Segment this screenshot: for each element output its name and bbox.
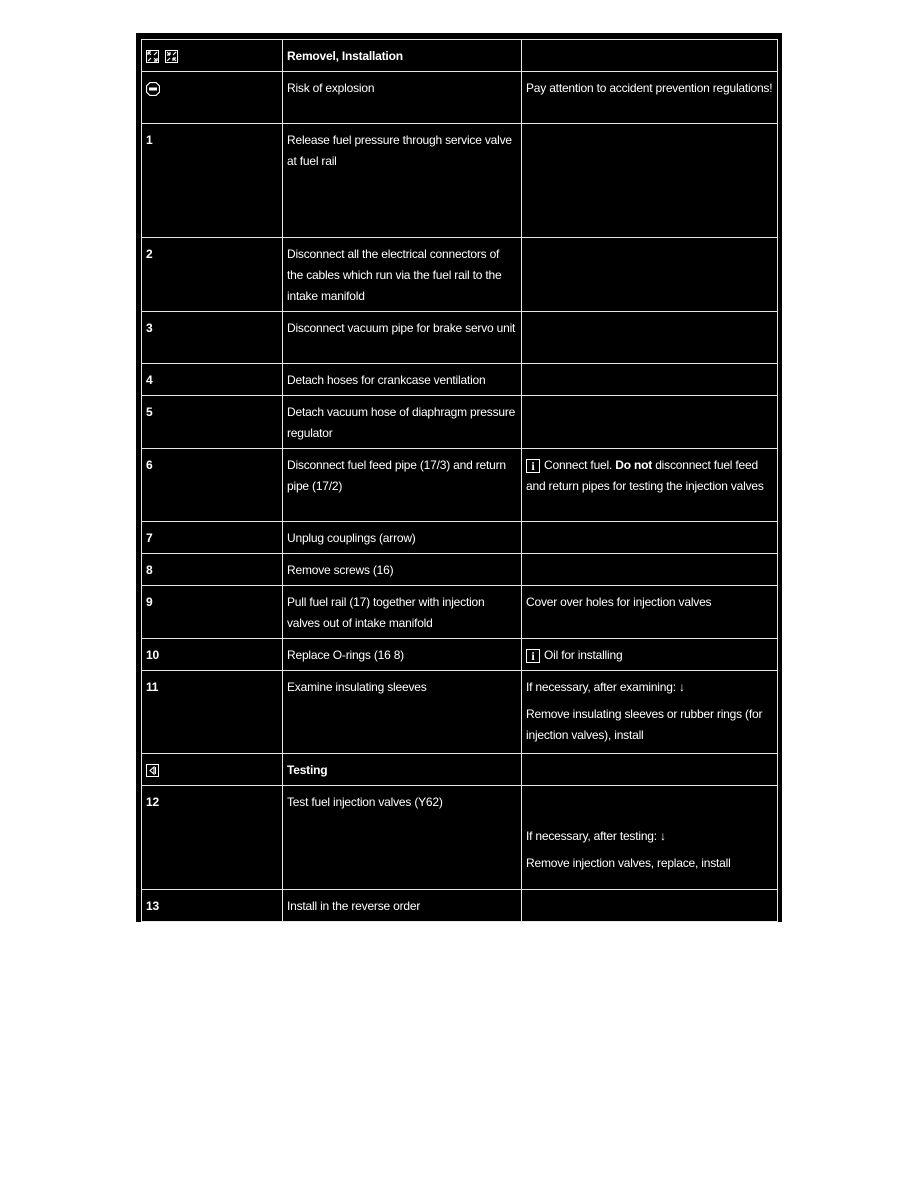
step-action: Replace O-rings (16 8) xyxy=(283,639,522,671)
table-row xyxy=(142,312,778,364)
step-note xyxy=(522,396,778,449)
warning-note: Pay attention to accident prevention regulations! xyxy=(522,72,778,124)
step-note xyxy=(522,554,778,586)
procedure-table xyxy=(141,39,778,922)
table-row xyxy=(142,586,778,639)
step-note xyxy=(522,364,778,396)
step-action: Test fuel injection valves (Y62) xyxy=(283,786,522,890)
step-note xyxy=(522,671,778,754)
step-note xyxy=(522,786,778,890)
testing-label: Testing xyxy=(283,754,522,786)
step-number: 10 xyxy=(142,639,283,671)
table-row xyxy=(142,124,778,238)
note-text: Remove insulating sleeves or rubber rings (for injection valves), install xyxy=(526,707,763,742)
step-note xyxy=(522,639,778,671)
step-number: 9 xyxy=(142,586,283,639)
note-emphasis: Do not xyxy=(615,458,653,472)
step-action: Install in the reverse order xyxy=(283,890,522,922)
step-action: Disconnect vacuum pipe for brake servo unit xyxy=(283,312,522,364)
table-row xyxy=(142,364,778,396)
info-icon: i xyxy=(526,459,540,473)
step-number: 3 xyxy=(142,312,283,364)
step-action: Disconnect all the electrical connectors of the cables which run via the fuel rail to the intake manifold xyxy=(283,238,522,312)
step-note: Cover over holes for injection valves xyxy=(522,586,778,639)
step-number: 13 xyxy=(142,890,283,922)
step-number: 5 xyxy=(142,396,283,449)
table-row xyxy=(142,522,778,554)
table-row xyxy=(142,449,778,522)
header-icons-cell xyxy=(142,40,283,72)
warning-row xyxy=(142,72,778,124)
step-note xyxy=(522,890,778,922)
step-number: 6 xyxy=(142,449,283,522)
testing-empty-cell xyxy=(522,754,778,786)
note-text: Connect fuel. xyxy=(544,458,613,472)
table-row xyxy=(142,238,778,312)
stop-icon xyxy=(146,82,160,96)
step-action: Unplug couplings (arrow) xyxy=(283,522,522,554)
warning-text: Risk of explosion xyxy=(283,72,522,124)
header-empty-cell xyxy=(522,40,778,72)
step-action: Release fuel pressure through service valve at fuel rail xyxy=(283,124,522,238)
step-note xyxy=(522,124,778,238)
note-condition: If necessary, after testing: ↓ xyxy=(526,829,666,843)
step-note xyxy=(522,312,778,364)
note-text: disconnect fuel feed and return pipes for testing the injection valves xyxy=(526,458,764,493)
step-number: 4 xyxy=(142,364,283,396)
step-note xyxy=(522,449,778,522)
step-action: Remove screws (16) xyxy=(283,554,522,586)
exploded-view-icon xyxy=(146,50,159,63)
info-icon: i xyxy=(526,649,540,663)
note-condition: If necessary, after examining: ↓ xyxy=(526,680,685,694)
step-action: Detach hoses for crankcase ventilation xyxy=(283,364,522,396)
header-row xyxy=(142,40,778,72)
header-title: Removel, Installation xyxy=(283,40,522,72)
step-number: 8 xyxy=(142,554,283,586)
exploded-view-icon xyxy=(165,50,178,63)
step-number: 11 xyxy=(142,671,283,754)
step-note xyxy=(522,238,778,312)
table-row xyxy=(142,396,778,449)
table-row xyxy=(142,639,778,671)
step-number: 2 xyxy=(142,238,283,312)
note-text: Remove injection valves, replace, install xyxy=(526,856,731,870)
step-number: 1 xyxy=(142,124,283,238)
step-note xyxy=(522,522,778,554)
warning-icon-cell xyxy=(142,72,283,124)
testing-icon-cell xyxy=(142,754,283,786)
table-row xyxy=(142,890,778,922)
table-row xyxy=(142,786,778,890)
step-action: Examine insulating sleeves xyxy=(283,671,522,754)
table-row xyxy=(142,554,778,586)
note-text: Oil for installing xyxy=(544,648,623,662)
table-row xyxy=(142,671,778,754)
testing-row xyxy=(142,754,778,786)
step-action: Pull fuel rail (17) together with injection valves out of intake manifold xyxy=(283,586,522,639)
step-number: 7 xyxy=(142,522,283,554)
test-icon xyxy=(146,764,159,777)
step-action: Disconnect fuel feed pipe (17/3) and return pipe (17/2) xyxy=(283,449,522,522)
procedure-sheet xyxy=(136,33,782,922)
step-action: Detach vacuum hose of diaphragm pressure regulator xyxy=(283,396,522,449)
step-number: 12 xyxy=(142,786,283,890)
